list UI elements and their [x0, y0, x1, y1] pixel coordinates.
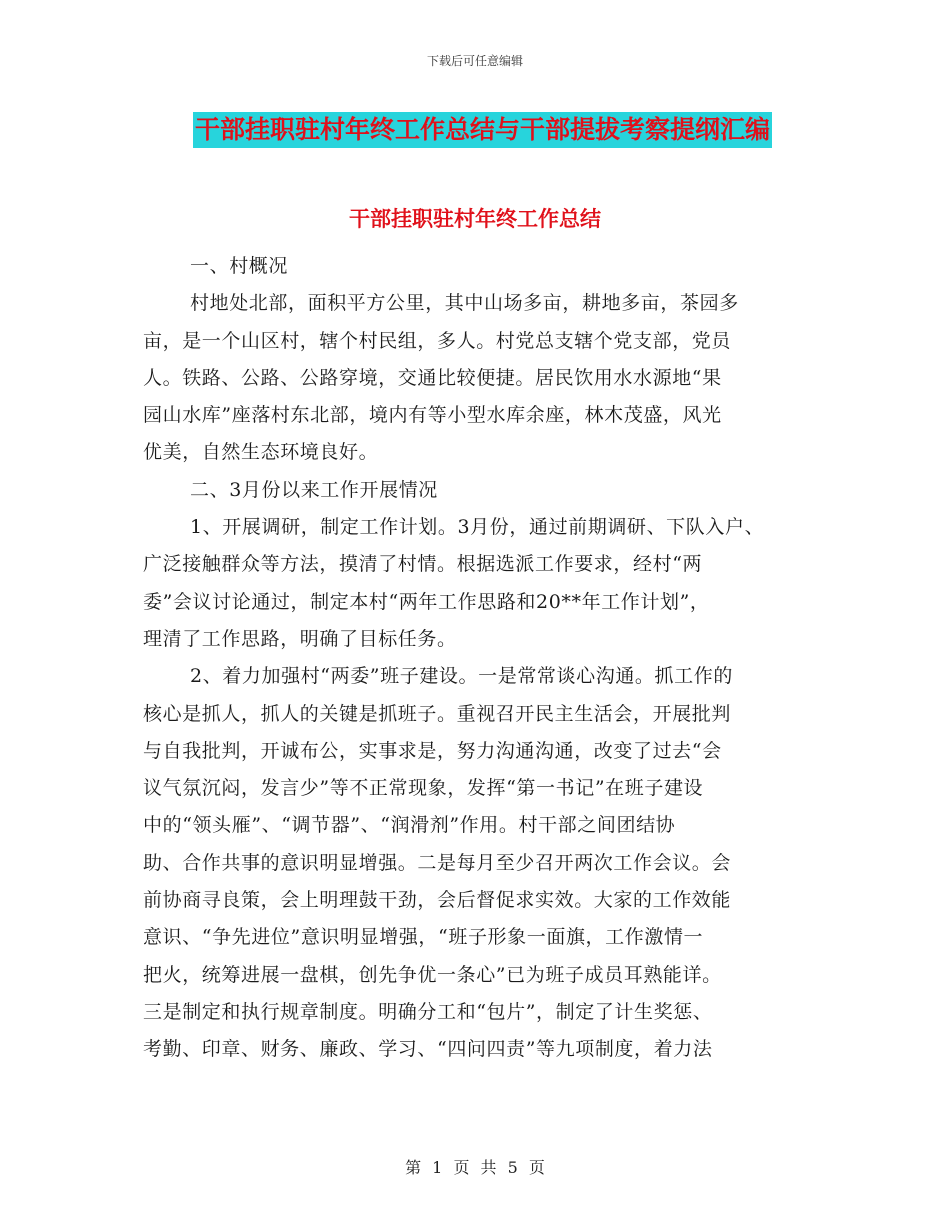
- text-line: 核心是抓人，抓人的关键是抓班子。重视召开民主生活会，开展批判: [143, 702, 732, 725]
- text-line: 理清了工作思路，明确了目标任务。: [143, 627, 457, 650]
- text-line: 中的“领头雁”、“调节器”、“润滑剂”作用。村干部之间团结协: [143, 814, 676, 837]
- text-line: 园山水库”座落村东北部，境内有等小型水库余座，林木茂盛，风光: [143, 404, 722, 427]
- text-line: 1、开展调研，制定工作计划。3月份，通过前期调研、下队入户、: [190, 516, 765, 539]
- text-line: 委”会议讨论通过，制定本村“两年工作思路和20**年工作计划”，: [143, 590, 710, 613]
- text-line: 优美，自然生态环境良好。: [143, 441, 379, 464]
- text-line: 考勤、印章、财务、廉政、学习、“四问四责”等九项制度，着力法: [143, 1038, 713, 1061]
- text-line: 前协商寻良策，会上明理鼓干劲，会后督促求实效。大家的工作效能: [143, 889, 732, 912]
- body-text: [143, 248, 810, 1069]
- page-footer: 第 1 页 共 5 页: [405, 1158, 545, 1177]
- text-line: 与自我批判，开诚布公，实事求是，努力沟通沟通，改变了过去“会: [143, 739, 722, 762]
- text-line: 二、3月份以来工作开展情况: [190, 478, 438, 501]
- header-note: 下载后可任意编辑: [426, 54, 523, 68]
- text-line: 广泛接触群众等方法，摸清了村情。根据选派工作要求，经村“两: [143, 553, 703, 576]
- text-line: 人。铁路、公路、公路穿境，交通比较便捷。居民饮用水水源地“果: [143, 366, 722, 389]
- text-line: 一、村概况: [190, 255, 289, 277]
- text-line: 意识、“争先进位”意识明显增强，“班子形象一面旗，工作激情一: [143, 926, 704, 949]
- section-title: 干部挂职驻村年终工作总结: [349, 207, 601, 231]
- text-line: 2、着力加强村“两委”班子建设。一是常常谈心沟通。抓工作的: [190, 665, 733, 688]
- text-line: 把火，统筹进展一盘棋，创先争优一条心”已为班子成员耳熟能详。: [143, 963, 722, 986]
- text-line: 村地处北部，面积平方公里，其中山场多亩，耕地多亩，茶园多: [190, 292, 739, 315]
- text-line: 三是制定和执行规章制度。明确分工和“包片”，制定了计生奖惩、: [143, 1000, 713, 1023]
- document-main-title: 干部挂职驻村年终工作总结与干部提拔考察提纲汇编: [193, 112, 772, 148]
- text-line: 议气氛沉闷，发言少”等不正常现象，发挥“第一书记”在班子建设: [143, 777, 704, 800]
- text-line: 亩，是一个山区村，辖个村民组，多人。村党总支辖个党支部，党员: [143, 329, 732, 352]
- text-line: 助、合作共事的意识明显增强。二是每月至少召开两次工作会议。会: [143, 851, 732, 874]
